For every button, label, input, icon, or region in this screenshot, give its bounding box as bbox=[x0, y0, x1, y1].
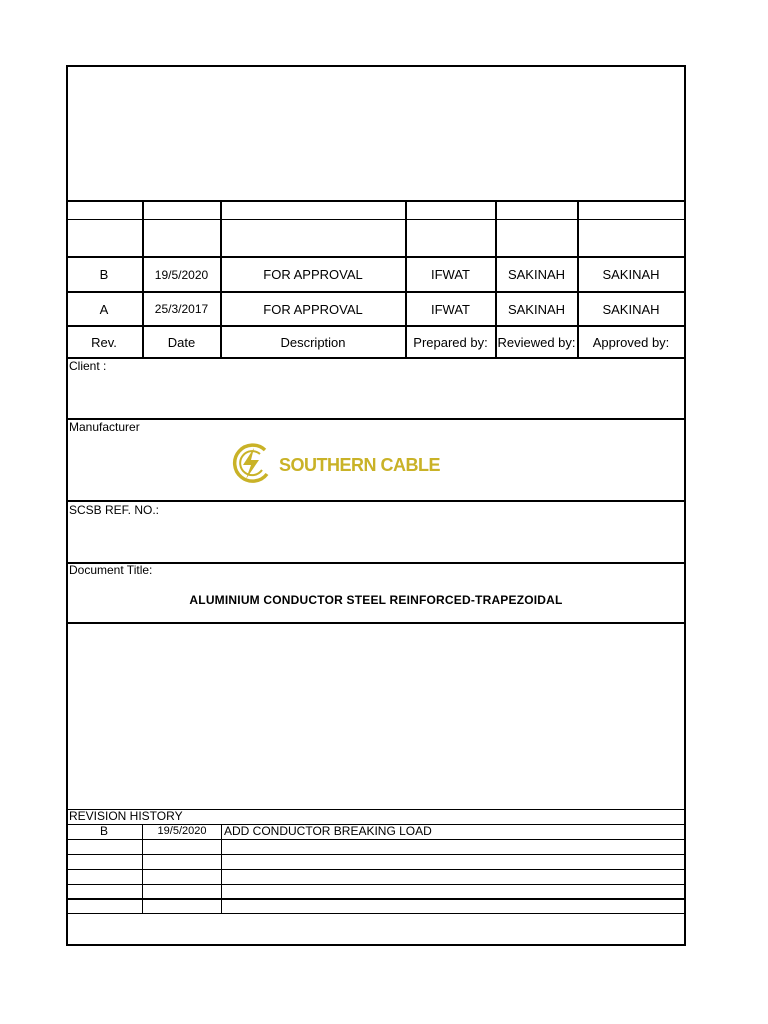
history-date: 19/5/2020 bbox=[157, 825, 207, 837]
row-b-rev: B bbox=[99, 267, 109, 282]
header-prepared: Prepared by: bbox=[413, 334, 488, 350]
row-a-reviewed: SAKINAH bbox=[507, 301, 566, 317]
history-description: ADD CONDUCTOR BREAKING LOAD bbox=[224, 824, 432, 838]
document-title: ALUMINIUM CONDUCTOR STEEL REINFORCED-TRAPEZOIDAL bbox=[189, 593, 563, 607]
client-label: Client : bbox=[69, 359, 107, 373]
header-description: Description bbox=[280, 334, 346, 350]
document-title-label: Document Title: bbox=[69, 563, 153, 577]
header-date: Date bbox=[167, 334, 196, 350]
revision-history-label: REVISION HISTORY bbox=[69, 809, 183, 823]
row-a-approved: SAKINAH bbox=[602, 301, 660, 317]
row-b-reviewed: SAKINAH bbox=[507, 267, 566, 282]
row-a-rev: A bbox=[99, 301, 109, 317]
row-a-prepared: IFWAT bbox=[431, 301, 470, 317]
row-a-date: 25/3/2017 bbox=[154, 302, 209, 316]
logo-text: SOUTHERN CABLE bbox=[279, 454, 441, 475]
lightning-c-icon bbox=[229, 440, 273, 491]
header-rev: Rev. bbox=[91, 334, 117, 350]
manufacturer-logo bbox=[229, 440, 449, 490]
header-reviewed: Reviewed by: bbox=[497, 334, 576, 350]
row-b-date: 19/5/2020 bbox=[154, 267, 209, 282]
header-approved: Approved by: bbox=[592, 334, 670, 350]
manufacturer-label: Manufacturer bbox=[69, 420, 140, 434]
ref-label: SCSB REF. NO.: bbox=[69, 503, 160, 517]
row-b-description: FOR APPROVAL bbox=[263, 267, 363, 282]
history-rev: B bbox=[99, 824, 108, 838]
row-b-prepared: IFWAT bbox=[431, 267, 470, 282]
row-a-description: FOR APPROVAL bbox=[263, 301, 363, 317]
row-b-approved: SAKINAH bbox=[602, 267, 660, 282]
